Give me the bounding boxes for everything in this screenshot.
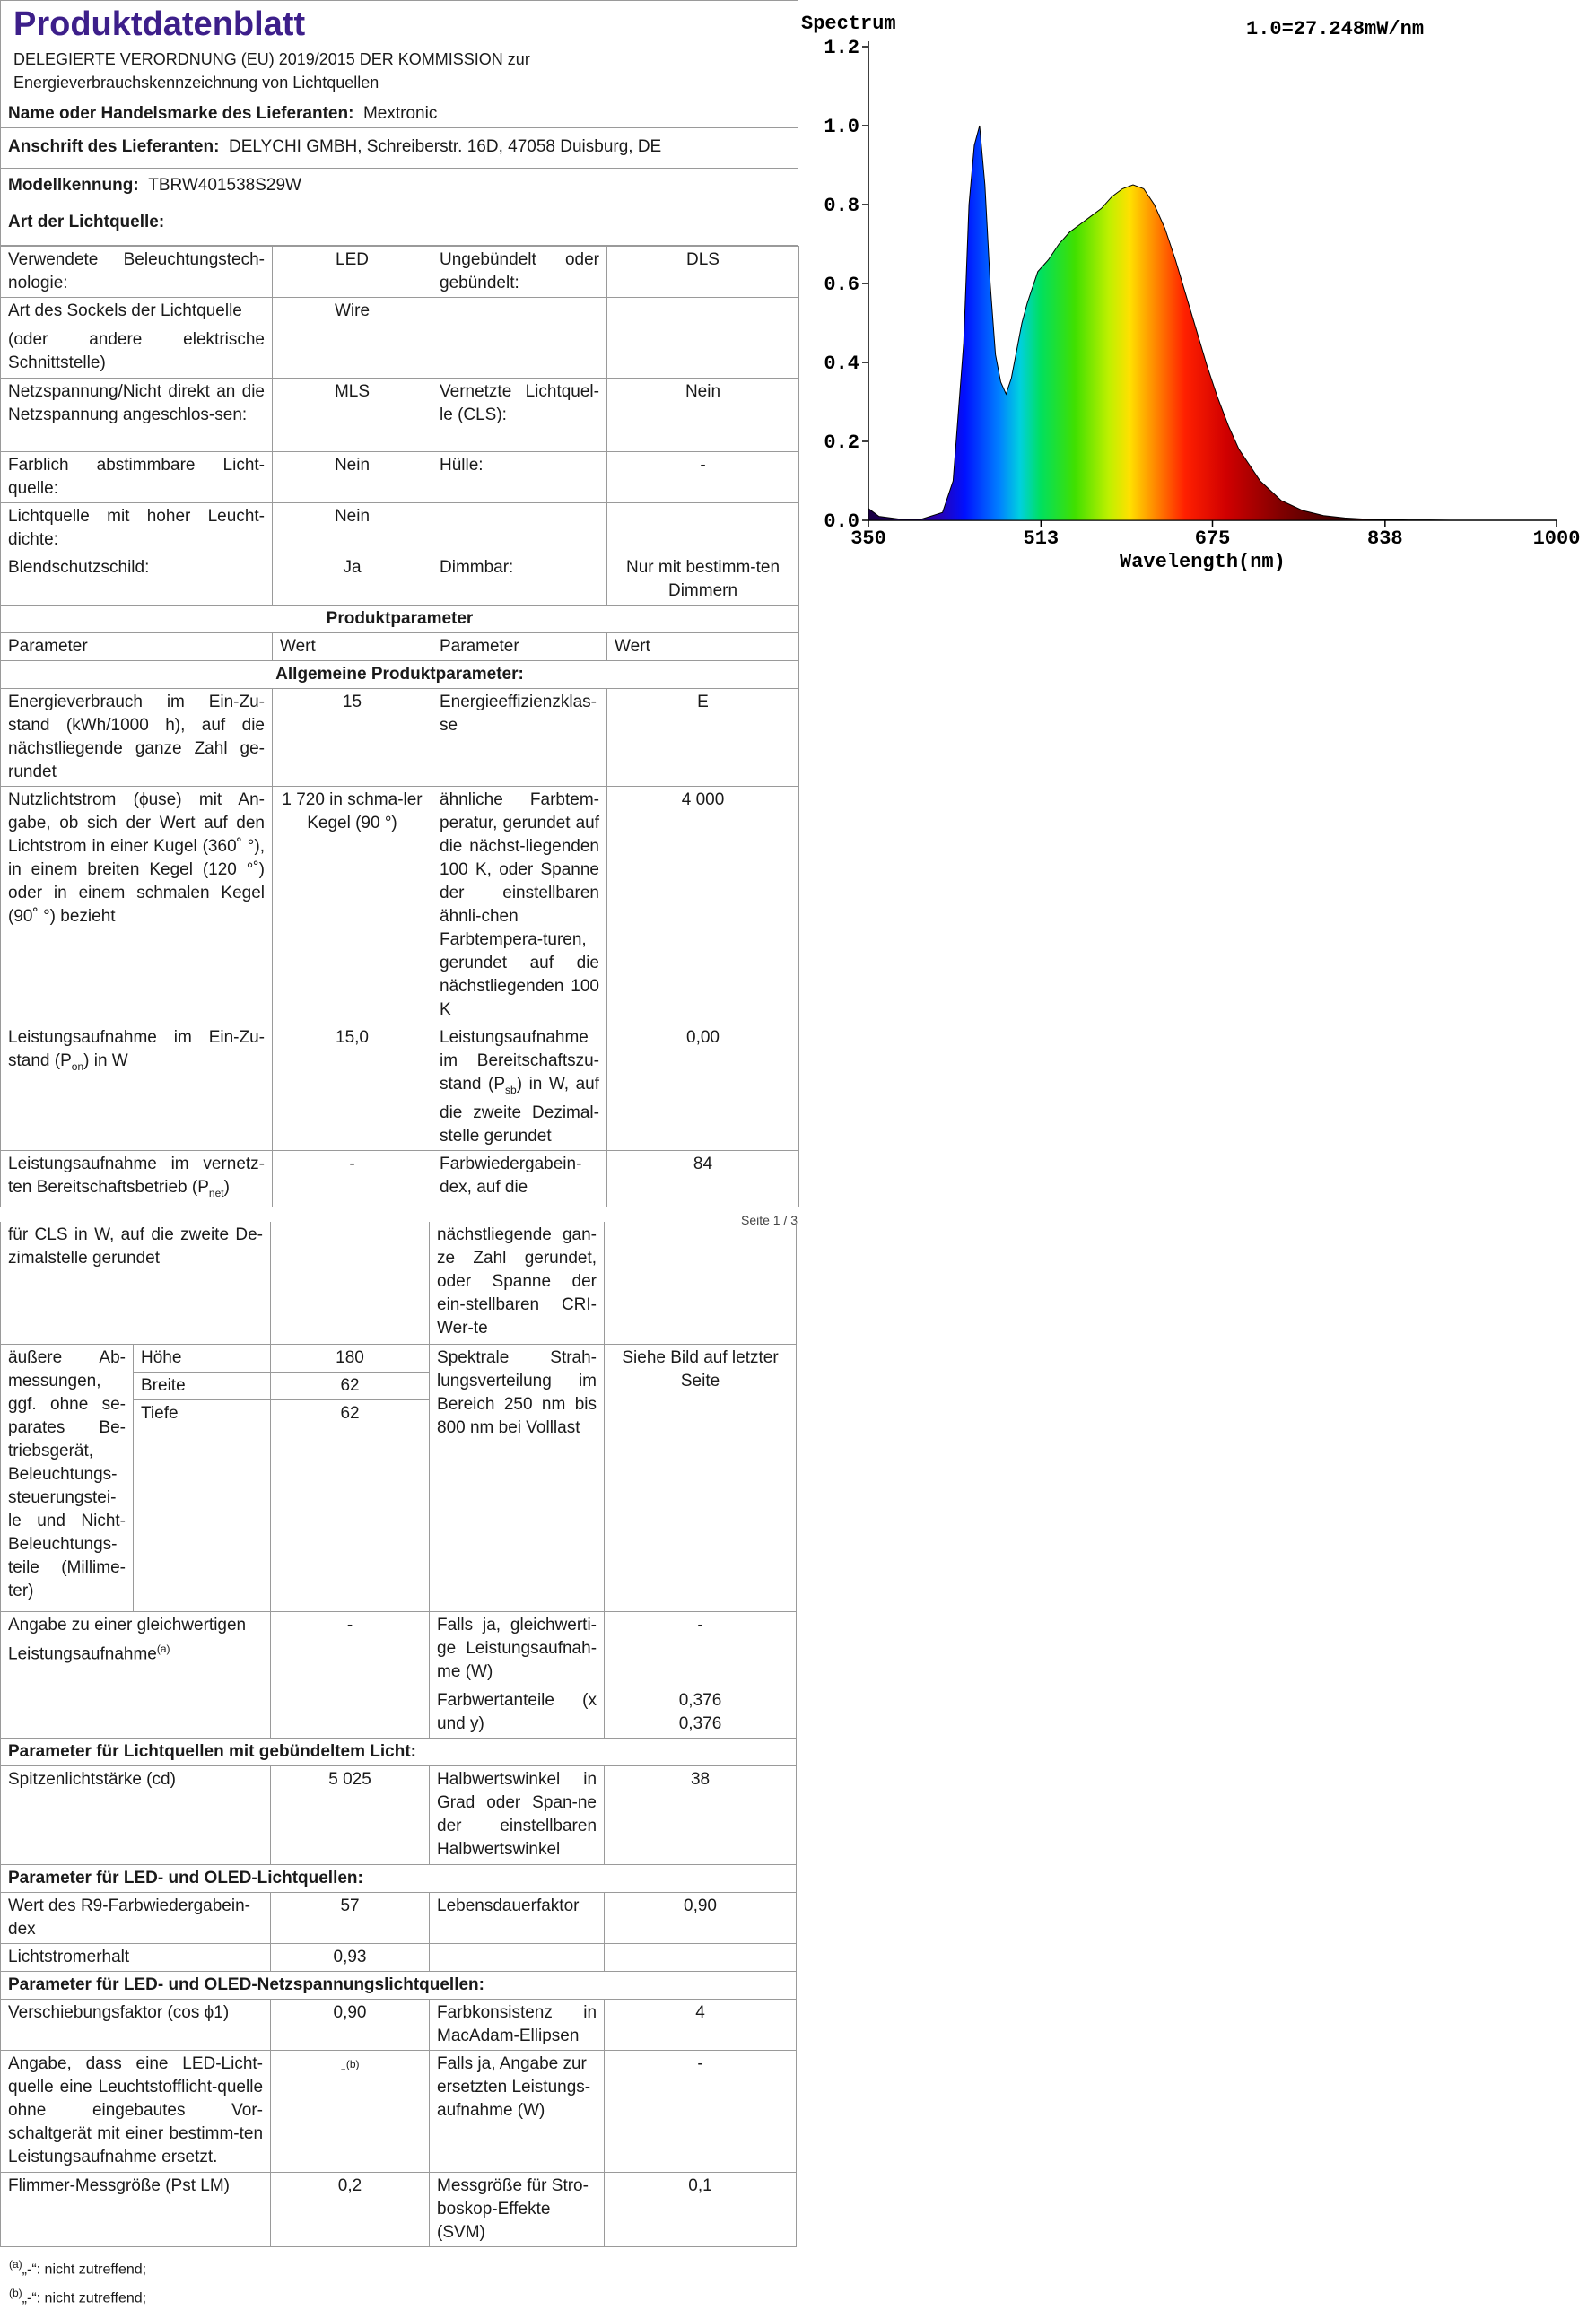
table-row: Breite 62 bbox=[1, 1372, 797, 1399]
y-tick-label: 1.0 bbox=[824, 116, 859, 138]
product-params-heading: Produktparameter bbox=[1, 606, 799, 633]
x-tick-label: 675 bbox=[1195, 527, 1231, 550]
chart-title: Spectrum bbox=[801, 13, 896, 35]
spectrum-chart bbox=[799, 0, 1596, 583]
general-params-heading: Allgemeine Produktparameter: bbox=[1, 661, 799, 689]
footnote-b: $^{(b)}$„-“: nicht zutreffend; bbox=[9, 2281, 796, 2310]
y-tick-label: 0.2 bbox=[824, 431, 859, 454]
spectrum-area bbox=[868, 126, 1557, 520]
lightsource-table bbox=[0, 246, 799, 1207]
datasheet-page-2 bbox=[0, 1222, 796, 2310]
table-row: äußere Ab-messungen, ggf. ohne se-parates Be-triebsgerät, Beleuchtungs-steuerungstei-le und Nicht-Beleuchtungs-teile (Millime-ter) Höhe 180 Spektrale Strah-lungsverteilung im Bereich 250 nm bis 800 nm bei Volllast Siehe Bild auf letzter Seite bbox=[1, 1344, 797, 1372]
page-title: Produktdatenblatt bbox=[1, 1, 798, 46]
table-row: Leistungsaufnahme im vernetz-ten Bereitschaftsbetrieb $(P_{net})$ - Farbwiedergabein-dex, auf die 84 bbox=[1, 1150, 799, 1207]
table-row: Verwendete Beleuchtungstech-nologie: LED Ungebündelt oder gebündelt: DLS bbox=[1, 247, 799, 298]
table-row: Lichtquelle mit hoher Leucht-dichte: Nein bbox=[1, 503, 799, 554]
x-tick-label: 513 bbox=[1024, 527, 1060, 550]
footnotes bbox=[0, 2253, 796, 2310]
table-row: Spitzenlichtstärke (cd) 5 025 Halbwertswinkel in Grad oder Span-ne der einstellbaren Halbwertswinkel 38 bbox=[1, 1765, 797, 1864]
table-row: Farbwertanteile (x und y) 0,376 0,376 bbox=[1, 1687, 797, 1738]
table-row: Flimmer-Messgröße (Pst LM) 0,2 Messgröße für Stro-boskop-Effekte (SVM) 0,1 bbox=[1, 2172, 797, 2246]
y-tick-label: 0.4 bbox=[824, 353, 859, 375]
params-continued-table bbox=[0, 1222, 797, 2247]
table-row: Nutzlichtstrom (ϕuse) mit An-gabe, ob sich der Wert auf den Lichtstrom in einer Kugel (360˚ °), in einem breiten Kegel (120 °˚) oder in einem schmalen Kegel (90˚ °) bezieht 1 720 in schma-ler Kegel (90 °) ähnliche Farbtem-peratur, gerundet auf die nächst-liegenden 100 K, oder Spanne der einstellbaren ähnli-chen Farbtempera-turen, gerundet auf die nächstliegenden 100 K 4 000 bbox=[1, 787, 799, 1024]
supplier-table bbox=[0, 100, 798, 246]
x-tick-label: 350 bbox=[850, 527, 886, 550]
regulation-line-2: Energieverbrauchskennzeichnung von Lichtquellen bbox=[13, 71, 785, 94]
datasheet-page-1 bbox=[0, 0, 798, 1207]
title-block bbox=[0, 0, 798, 100]
table-row: Verschiebungsfaktor (cos ϕ1) 0,90 Farbkonsistenz in MacAdam-Ellipsen 4 bbox=[1, 1999, 797, 2050]
table-row: Blendschutzschild: Ja Dimmbar: Nur mit bestimm-ten Dimmern bbox=[1, 554, 799, 606]
y-tick-label: 0.0 bbox=[824, 510, 859, 533]
model-row: Modellkennung: TBRW401538S29W bbox=[1, 169, 798, 205]
y-tick-label: 0.8 bbox=[824, 195, 859, 217]
x-axis-label: Wavelength(nm) bbox=[1120, 551, 1286, 573]
table-row: Tiefe 62 bbox=[1, 1399, 797, 1611]
supplier-address-row: Anschrift des Lieferanten: DELYCHI GMBH, Schreiberstr. 16D, 47058 Duisburg, DE bbox=[1, 128, 798, 169]
x-tick-label: 1000 bbox=[1533, 527, 1581, 550]
directional-params-heading: Parameter für Lichtquellen mit gebündeltem Licht: bbox=[1, 1738, 797, 1765]
led-params-heading: Parameter für LED- und OLED-Lichtquellen: bbox=[1, 1864, 797, 1892]
section-row bbox=[1, 1864, 797, 1892]
dimensions-label: äußere Ab-messungen, ggf. ohne se-parates Be-triebsgerät, Beleuchtungs-steuerungstei-le und Nicht-Beleuchtungs-teile (Millime-ter) bbox=[1, 1344, 134, 1611]
footnote-a: $^{(a)}$„-“: nicht zutreffend; bbox=[9, 2253, 796, 2281]
x-tick-label: 838 bbox=[1367, 527, 1403, 550]
table-row: Art des Sockels der Lichtquelle (oder andere elektrische Schnittstelle) Wire bbox=[1, 298, 799, 379]
section-row bbox=[1, 1971, 797, 1999]
lightsource-type-heading: Art der Lichtquelle: bbox=[1, 205, 798, 246]
table-row: Leistungsaufnahme im Ein-Zu-stand $(P_{on})$ in W 15,0 Leistungsaufnahme im Bereitschaftszu-stand $(P_{sb})$ in W, auf die zweite Dezimal-stelle gerundet 0,00 bbox=[1, 1024, 799, 1151]
section-row bbox=[1, 1738, 797, 1765]
table-row: Angabe, dass eine LED-Licht-quelle eine Leuchtstofflicht-quelle ohne eingebautes Vor-schaltgerät mit einer bestimm-ten Leistungsaufnahme ersetzt. -$^{(b)}$ Falls ja, Angabe zur ersetzten Leistungs-aufnahme (W) - bbox=[1, 2050, 797, 2172]
y-tick-label: 1.2 bbox=[824, 37, 859, 59]
y-tick-label: 0.6 bbox=[824, 274, 859, 296]
supplier-name-row: Name oder Handelsmarke des Lieferanten: Mextronic bbox=[1, 100, 798, 128]
table-row: für CLS in W, auf die zweite De-zimalstelle gerundet nächstliegende gan-ze Zahl gerundet, oder Spanne der ein-stellbaren CRI-Wer-te bbox=[1, 1222, 797, 1344]
table-row: Angabe zu einer gleichwertigen Leistungsaufnahme$^{(a)}$ - Falls ja, gleichwerti-ge Leistungsaufnah-me (W) - bbox=[1, 1611, 797, 1687]
table-row: Wert des R9-Farbwiedergabein-dex 57 Lebensdauerfaktor 0,90 bbox=[1, 1892, 797, 1943]
regulation-text bbox=[1, 46, 798, 100]
section-row bbox=[1, 606, 799, 633]
regulation-line-1: DELEGIERTE VERORDNUNG (EU) 2019/2015 DER KOMMISSION zur bbox=[13, 48, 785, 71]
y-axis-ticks bbox=[824, 37, 868, 533]
table-row: Farblich abstimmbare Licht-quelle: Nein Hülle: - bbox=[1, 452, 799, 503]
column-header-row: Parameter Wert Parameter Wert bbox=[1, 633, 799, 661]
mains-params-heading: Parameter für LED- und OLED-Netzspannungslichtquellen: bbox=[1, 1971, 797, 1999]
section-row bbox=[1, 661, 799, 689]
x-axis-ticks bbox=[850, 520, 1580, 550]
chart-annotation: 1.0=27.248mW/nm bbox=[1246, 18, 1424, 40]
table-row: Lichtstromerhalt 0,93 bbox=[1, 1943, 797, 1971]
page-number: Seite 1 / 3 bbox=[741, 1213, 798, 1227]
table-row: Energieverbrauch im Ein-Zu-stand (kWh/1000 h), auf die nächstliegende ganze Zahl ge-rundet 15 Energieeffizienzklas-se E bbox=[1, 689, 799, 787]
table-row: Netzspannung/Nicht direkt an die Netzspannung angeschlos-sen: MLS Vernetzte Lichtquel-le (CLS): Nein bbox=[1, 379, 799, 452]
